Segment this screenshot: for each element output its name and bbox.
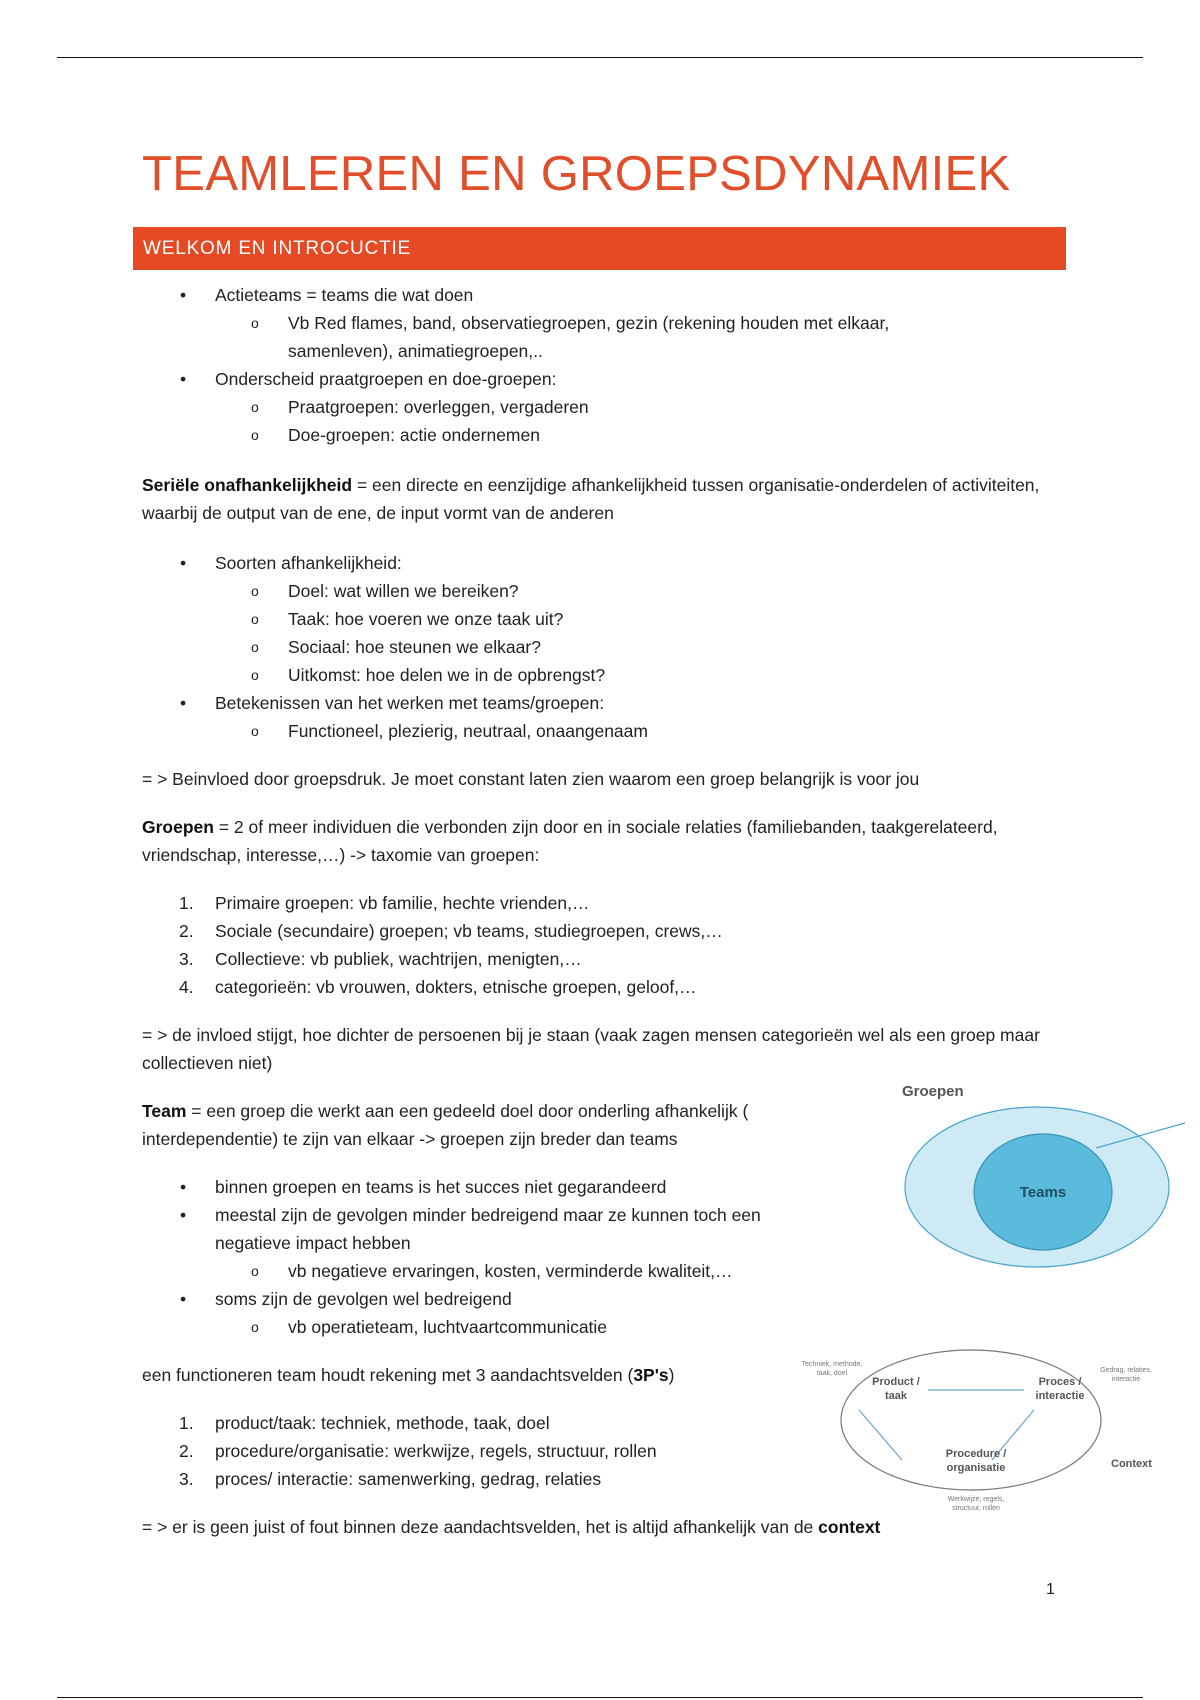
definition-seriele [142, 471, 1042, 527]
sub-bullet-marker: o [251, 611, 259, 627]
list-item [142, 281, 1042, 309]
section-heading: WELKOM EN INTROCUCTIE [133, 227, 1066, 270]
definition-team [142, 1097, 832, 1153]
item-text: product/taak: techniek, methode, taak, doel [215, 1413, 550, 1433]
item-text: procedure/organisatie: werkwijze, regels, structuur, rollen [215, 1441, 657, 1461]
bullet-marker: • [180, 285, 187, 305]
list-item [142, 365, 1042, 393]
groups-teams-diagram [900, 1075, 1200, 1275]
procedure-label: Procedure / [945, 1448, 1007, 1460]
sub-list-item [142, 661, 1042, 689]
item-text: Collectieve: vb publiek, wachtrijen, menigten,… [215, 949, 582, 969]
sub-list-item [142, 717, 1042, 745]
functioneren-text: een functioneren team houdt rekening met 3 aandachtsvelden ( [142, 1365, 634, 1385]
sub-list-item [142, 605, 1042, 633]
bullet-marker: • [180, 369, 187, 389]
item-number: 2. [179, 921, 194, 941]
numbered-item [142, 889, 1042, 917]
sub-list-item [142, 393, 1042, 421]
groepen-taxonomy-list [142, 889, 1042, 1001]
item-text: proces/ interactie: samenwerking, gedrag, relaties [215, 1469, 602, 1489]
note-invloed: = > de invloed stijgt, hoe dichter de persoenen bij je staan (vaak zagen mensen categorieën wel als een groep maar collectieven niet) [142, 1025, 1040, 1073]
sub-item-text: Doel: wat willen we bereiken? [288, 581, 519, 601]
item-number: 2. [179, 1441, 194, 1461]
three-p-diagram [796, 1338, 1166, 1516]
item-text: Sociale (secundaire) groepen; vb teams, studiegroepen, crews,… [215, 921, 723, 941]
page-number: 1 [1046, 1581, 1055, 1598]
procedure-note: Werkwijze, regels, [947, 1496, 1005, 1503]
list-item [142, 689, 1042, 717]
item-text: Primaire groepen: vb familie, hechte vrienden,… [215, 893, 590, 913]
list-item-text: Betekenissen van het werken met teams/groepen: [215, 693, 605, 713]
top-rule [57, 57, 1143, 58]
sub-list-item [142, 577, 1042, 605]
numbered-item [142, 945, 1042, 973]
item-number: 3. [179, 1469, 194, 1489]
list-item-text: soms zijn de gevolgen wel bedreigend [215, 1289, 512, 1309]
bullet-marker: • [180, 1289, 187, 1309]
sub-item-text: Vb Red flames, band, observatiegroepen, gezin (rekening houden met elkaar, samenleven), animatiegroepen,.. [288, 313, 890, 361]
note-context [142, 1513, 1042, 1541]
sub-bullet-marker: o [251, 639, 259, 655]
sub-item-text: Functioneel, plezierig, neutraal, onaangenaam [288, 721, 648, 741]
sub-item-text: vb operatieteam, luchtvaartcommunicatie [288, 1317, 608, 1337]
definition-text: = een groep die werkt aan een gedeeld doel door onderling afhankelijk ( interdependentie) te zijn van elkaar -> groepen zijn breder dan teams [142, 1101, 749, 1149]
definition-text: = een directe en eenzijdige afhankelijkheid tussen organisatie-onderdelen of activiteiten, waarbij de output van de ene, de input vormt van de anderen [142, 475, 1040, 523]
sub-bullet-marker: o [251, 667, 259, 683]
proces-note: Gedrag, relaties, [1100, 1367, 1152, 1374]
list-item-text: Soorten afhankelijkheid: [215, 553, 402, 573]
term-team: Team [142, 1101, 187, 1121]
list-item [142, 549, 1042, 577]
intro-list [142, 281, 1042, 449]
sub-bullet-marker: o [251, 723, 259, 739]
term-context: context [818, 1517, 881, 1537]
definition-text: = 2 of meer individuen die verbonden zijn door en in sociale relaties (familiebanden, taakgerelateerd, vriendschap, interesse,…) -> taxomie van groepen: [142, 817, 998, 865]
term-groepen: Groepen [142, 817, 214, 837]
numbered-item [142, 973, 1042, 1001]
proces-note: interactie [1111, 1376, 1141, 1383]
bullet-marker: • [180, 1205, 187, 1225]
list-item [142, 1285, 1042, 1313]
product-note: taak, doel [816, 1370, 848, 1377]
sub-bullet-marker: o [251, 1263, 259, 1279]
procedure-label: organisatie [946, 1462, 1006, 1474]
connector-line [859, 1410, 902, 1460]
sub-list-item [142, 633, 1042, 661]
dependency-list [142, 549, 1042, 745]
product-label: Product / [872, 1376, 920, 1388]
context-label: Context [1111, 1458, 1152, 1470]
procedure-note: structuur, rollen [952, 1505, 1000, 1512]
bullet-marker: • [180, 1177, 187, 1197]
numbered-item [142, 917, 1042, 945]
sub-item-text: Sociaal: hoe steunen we elkaar? [288, 637, 541, 657]
sub-item-text: Taak: hoe voeren we onze taak uit? [288, 609, 564, 629]
proces-label: interactie [1035, 1390, 1085, 1402]
teams-label: Teams [1019, 1184, 1067, 1201]
sub-item-text: Uitkomst: hoe delen we in de opbrengst? [288, 665, 606, 685]
note-groepsdruk: = > Beinvloed door groepsdruk. Je moet constant laten zien waarom een groep belangrijk is voor jou [142, 769, 920, 789]
bullet-marker: • [180, 693, 187, 713]
sub-bullet-marker: o [251, 315, 259, 331]
term-seriele: Seriële onafhankelijkheid [142, 475, 353, 495]
definition-groepen [142, 813, 1042, 869]
list-item-text: binnen groepen en teams is het succes niet gegarandeerd [215, 1177, 667, 1197]
note-context-text: = > er is geen juist of fout binnen deze aandachtsvelden, het is altijd afhankelijk van de [142, 1517, 819, 1537]
term-3ps: 3P's [633, 1365, 669, 1385]
sub-list-item [142, 1313, 1042, 1341]
sub-list-item [142, 309, 1042, 365]
item-number: 3. [179, 949, 194, 969]
sub-item-text: Doe-groepen: actie ondernemen [288, 425, 540, 445]
item-number: 1. [179, 1413, 194, 1433]
bullet-marker: • [180, 553, 187, 573]
product-note: Techniek, methode, [801, 1361, 863, 1368]
bottom-rule [57, 1697, 1143, 1698]
item-text: categorieën: vb vrouwen, dokters, etnische groepen, geloof,… [215, 977, 697, 997]
list-item-text: Onderscheid praatgroepen en doe-groepen: [215, 369, 557, 389]
sub-list-item [142, 421, 1042, 449]
sub-bullet-marker: o [251, 1319, 259, 1335]
sub-bullet-marker: o [251, 399, 259, 415]
sub-bullet-marker: o [251, 583, 259, 599]
sub-bullet-marker: o [251, 427, 259, 443]
sub-item-text: Praatgroepen: overleggen, vergaderen [288, 397, 589, 417]
functioneren-close: ) [668, 1365, 675, 1385]
list-item-text: meestal zijn de gevolgen minder bedreigend maar ze kunnen toch een negatieve impact hebben [215, 1205, 761, 1253]
sub-item-text: vb negatieve ervaringen, kosten, verminderde kwaliteit,… [288, 1261, 733, 1281]
list-item-text: Actieteams = teams die wat doen [215, 285, 474, 305]
product-label: taak [884, 1390, 908, 1402]
groepen-label: Groepen [902, 1083, 964, 1100]
item-number: 4. [179, 977, 194, 997]
page-title: TEAMLEREN EN GROEPSDYNAMIEK [142, 147, 1011, 201]
item-number: 1. [179, 893, 194, 913]
proces-label: Proces / [1038, 1376, 1082, 1388]
list-item [142, 1201, 815, 1257]
